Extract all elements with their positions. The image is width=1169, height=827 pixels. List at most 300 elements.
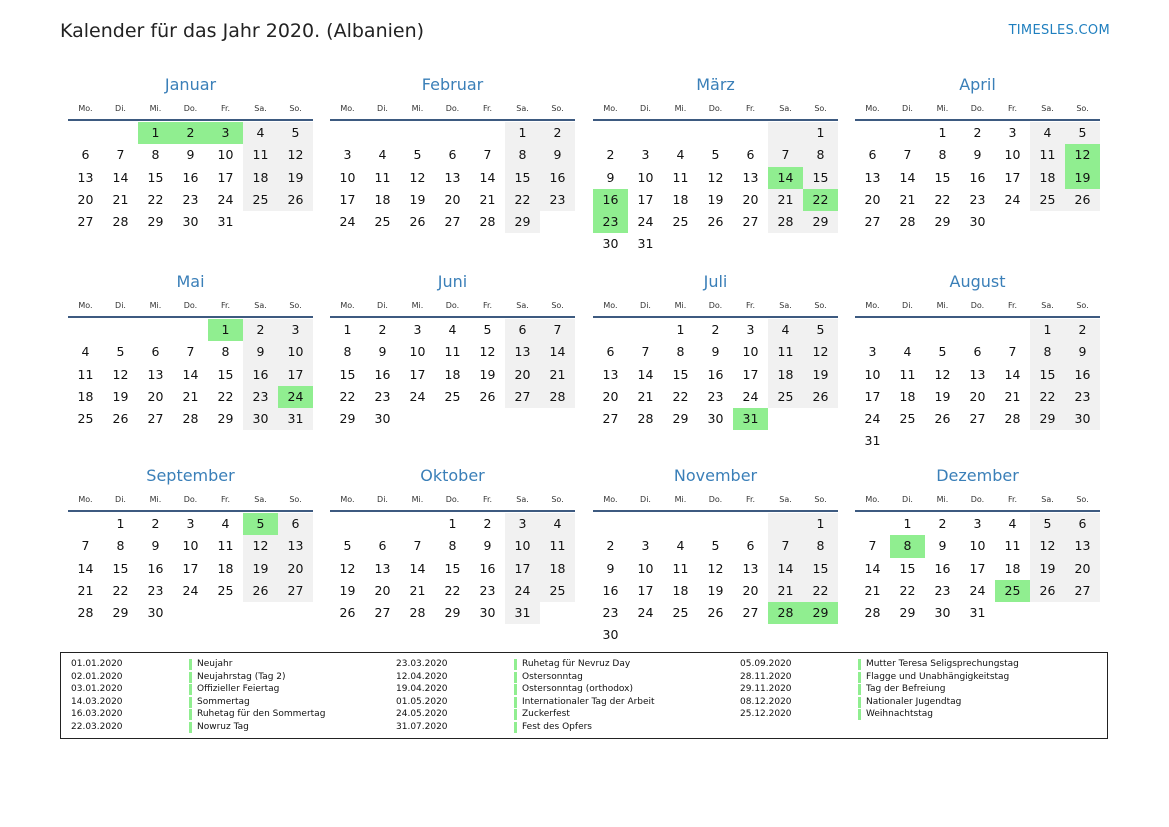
weekend-day-cell[interactable]: 13 — [1065, 535, 1100, 557]
day-cell[interactable]: 27 — [742, 605, 759, 621]
weekend-day-cell[interactable]: 6 — [1065, 513, 1100, 535]
day-cell[interactable]: 12 — [409, 169, 426, 185]
day-cell[interactable]: 20 — [602, 388, 619, 404]
day-cell[interactable]: 17 — [1004, 169, 1021, 185]
holiday-day-cell[interactable]: 3 — [208, 122, 243, 144]
weekend-day-cell[interactable]: 5 — [1065, 122, 1100, 144]
day-cell[interactable]: 20 — [969, 388, 986, 404]
day-cell[interactable]: 5 — [711, 538, 720, 554]
weekend-day-cell[interactable]: 28 — [768, 211, 803, 233]
weekend-day-cell[interactable]: 3 — [278, 319, 313, 341]
day-cell[interactable]: 28 — [899, 214, 916, 230]
weekend-day-cell[interactable]: 15 — [1030, 364, 1065, 386]
day-cell[interactable]: 2 — [938, 516, 947, 531]
day-cell[interactable]: 22 — [934, 191, 951, 207]
holiday-day-cell[interactable]: 1 — [138, 122, 173, 144]
day-cell[interactable]: 6 — [868, 147, 877, 163]
day-cell[interactable]: 19 — [339, 582, 356, 598]
day-cell[interactable]: 17 — [969, 560, 986, 576]
day-cell[interactable]: 2 — [711, 322, 720, 337]
day-cell[interactable]: 20 — [147, 388, 164, 404]
day-cell[interactable]: 15 — [217, 366, 234, 382]
day-cell[interactable]: 18 — [374, 191, 391, 207]
day-cell[interactable]: 16 — [969, 169, 986, 185]
weekend-day-cell[interactable]: 19 — [243, 558, 278, 580]
holiday-day-cell[interactable]: 25 — [995, 580, 1030, 602]
day-cell[interactable]: 7 — [641, 344, 650, 360]
weekend-day-cell[interactable]: 20 — [278, 558, 313, 580]
weekend-day-cell[interactable]: 29 — [1030, 408, 1065, 430]
day-cell[interactable]: 12 — [934, 366, 951, 382]
day-cell[interactable]: 18 — [672, 191, 689, 207]
day-cell[interactable]: 8 — [448, 538, 457, 554]
day-cell[interactable]: 7 — [1008, 344, 1017, 360]
day-cell[interactable]: 20 — [77, 191, 94, 207]
weekend-day-cell[interactable]: 7 — [540, 319, 575, 341]
day-cell[interactable]: 31 — [637, 236, 654, 252]
weekend-day-cell[interactable]: 9 — [243, 341, 278, 363]
day-cell[interactable]: 9 — [483, 538, 492, 554]
day-cell[interactable]: 14 — [637, 366, 654, 382]
day-cell[interactable]: 24 — [339, 214, 356, 230]
day-cell[interactable]: 28 — [479, 214, 496, 230]
day-cell[interactable]: 14 — [1004, 366, 1021, 382]
day-cell[interactable]: 25 — [374, 214, 391, 230]
day-cell[interactable]: 30 — [374, 411, 391, 427]
weekend-day-cell[interactable]: 4 — [768, 319, 803, 341]
day-cell[interactable]: 26 — [339, 605, 356, 621]
day-cell[interactable]: 16 — [934, 560, 951, 576]
day-cell[interactable]: 9 — [186, 147, 195, 163]
day-cell[interactable]: 24 — [969, 582, 986, 598]
day-cell[interactable]: 18 — [899, 388, 916, 404]
day-cell[interactable]: 30 — [147, 605, 164, 621]
day-cell[interactable]: 27 — [374, 605, 391, 621]
day-cell[interactable]: 25 — [444, 388, 461, 404]
day-cell[interactable]: 10 — [969, 538, 986, 554]
day-cell[interactable]: 26 — [409, 214, 426, 230]
weekend-day-cell[interactable]: 22 — [1030, 386, 1065, 408]
day-cell[interactable]: 15 — [147, 169, 164, 185]
weekend-day-cell[interactable]: 14 — [768, 558, 803, 580]
weekend-day-cell[interactable]: 19 — [1030, 558, 1065, 580]
day-cell[interactable]: 21 — [409, 582, 426, 598]
day-cell[interactable]: 16 — [182, 169, 199, 185]
day-cell[interactable]: 22 — [147, 191, 164, 207]
weekend-day-cell[interactable]: 24 — [505, 580, 540, 602]
weekend-day-cell[interactable]: 18 — [243, 167, 278, 189]
brand-logo-text[interactable]: TIMESLES.COM — [1008, 23, 1110, 38]
day-cell[interactable]: 15 — [899, 560, 916, 576]
day-cell[interactable]: 4 — [1008, 516, 1017, 531]
weekend-day-cell[interactable]: 8 — [803, 535, 838, 557]
day-cell[interactable]: 29 — [444, 605, 461, 621]
day-cell[interactable]: 2 — [606, 147, 615, 163]
day-cell[interactable]: 15 — [934, 169, 951, 185]
weekend-day-cell[interactable]: 12 — [278, 144, 313, 166]
weekend-day-cell[interactable]: 26 — [1065, 189, 1100, 211]
day-cell[interactable]: 15 — [672, 366, 689, 382]
weekend-day-cell[interactable]: 1 — [803, 513, 838, 535]
weekend-day-cell[interactable]: 28 — [540, 386, 575, 408]
day-cell[interactable]: 23 — [934, 582, 951, 598]
day-cell[interactable]: 21 — [112, 191, 129, 207]
day-cell[interactable]: 15 — [339, 366, 356, 382]
weekend-day-cell[interactable]: 1 — [803, 122, 838, 144]
day-cell[interactable]: 29 — [899, 605, 916, 621]
day-cell[interactable]: 23 — [969, 191, 986, 207]
day-cell[interactable]: 6 — [378, 538, 387, 554]
day-cell[interactable]: 8 — [938, 147, 947, 163]
day-cell[interactable]: 25 — [217, 582, 234, 598]
day-cell[interactable]: 3 — [746, 322, 755, 337]
day-cell[interactable]: 27 — [444, 214, 461, 230]
day-cell[interactable]: 20 — [742, 191, 759, 207]
day-cell[interactable]: 1 — [116, 516, 125, 531]
day-cell[interactable]: 7 — [116, 147, 125, 163]
day-cell[interactable]: 4 — [221, 516, 230, 531]
weekend-day-cell[interactable]: 5 — [803, 319, 838, 341]
day-cell[interactable]: 1 — [448, 516, 457, 531]
day-cell[interactable]: 5 — [938, 344, 947, 360]
day-cell[interactable]: 9 — [711, 344, 720, 360]
weekend-day-cell[interactable]: 13 — [278, 535, 313, 557]
day-cell[interactable]: 27 — [77, 214, 94, 230]
weekend-day-cell[interactable]: 27 — [278, 580, 313, 602]
day-cell[interactable]: 4 — [676, 538, 685, 554]
day-cell[interactable]: 13 — [864, 169, 881, 185]
day-cell[interactable]: 15 — [112, 560, 129, 576]
day-cell[interactable]: 14 — [864, 560, 881, 576]
holiday-day-cell[interactable]: 19 — [1065, 167, 1100, 189]
weekend-day-cell[interactable]: 19 — [278, 167, 313, 189]
day-cell[interactable]: 13 — [374, 560, 391, 576]
day-cell[interactable]: 25 — [672, 214, 689, 230]
weekend-day-cell[interactable]: 19 — [803, 364, 838, 386]
day-cell[interactable]: 11 — [374, 169, 391, 185]
day-cell[interactable]: 21 — [1004, 388, 1021, 404]
weekend-day-cell[interactable]: 5 — [278, 122, 313, 144]
day-cell[interactable]: 24 — [864, 411, 881, 427]
day-cell[interactable]: 5 — [711, 147, 720, 163]
day-cell[interactable]: 29 — [112, 605, 129, 621]
day-cell[interactable]: 27 — [742, 214, 759, 230]
day-cell[interactable]: 16 — [374, 366, 391, 382]
day-cell[interactable]: 23 — [147, 582, 164, 598]
day-cell[interactable]: 19 — [707, 582, 724, 598]
day-cell[interactable]: 19 — [112, 388, 129, 404]
day-cell[interactable]: 3 — [343, 147, 352, 163]
weekend-day-cell[interactable]: 2 — [1065, 319, 1100, 341]
weekend-day-cell[interactable]: 22 — [803, 580, 838, 602]
day-cell[interactable]: 17 — [637, 191, 654, 207]
weekend-day-cell[interactable]: 16 — [1065, 364, 1100, 386]
day-cell[interactable]: 3 — [641, 147, 650, 163]
day-cell[interactable]: 11 — [672, 169, 689, 185]
day-cell[interactable]: 10 — [1004, 147, 1021, 163]
day-cell[interactable]: 5 — [343, 538, 352, 554]
day-cell[interactable]: 2 — [483, 516, 492, 531]
day-cell[interactable]: 8 — [221, 344, 230, 360]
day-cell[interactable]: 28 — [112, 214, 129, 230]
weekend-day-cell[interactable]: 27 — [505, 386, 540, 408]
weekend-day-cell[interactable]: 23 — [1065, 386, 1100, 408]
day-cell[interactable]: 25 — [672, 605, 689, 621]
day-cell[interactable]: 30 — [479, 605, 496, 621]
day-cell[interactable]: 5 — [413, 147, 422, 163]
day-cell[interactable]: 22 — [899, 582, 916, 598]
day-cell[interactable]: 17 — [182, 560, 199, 576]
day-cell[interactable]: 14 — [182, 366, 199, 382]
day-cell[interactable]: 28 — [1004, 411, 1021, 427]
day-cell[interactable]: 16 — [147, 560, 164, 576]
day-cell[interactable]: 12 — [707, 169, 724, 185]
day-cell[interactable]: 17 — [339, 191, 356, 207]
weekend-day-cell[interactable]: 26 — [243, 580, 278, 602]
day-cell[interactable]: 13 — [742, 169, 759, 185]
day-cell[interactable]: 26 — [112, 411, 129, 427]
weekend-day-cell[interactable]: 10 — [278, 341, 313, 363]
day-cell[interactable]: 23 — [479, 582, 496, 598]
day-cell[interactable]: 6 — [81, 147, 90, 163]
day-cell[interactable]: 13 — [969, 366, 986, 382]
day-cell[interactable]: 10 — [409, 344, 426, 360]
day-cell[interactable]: 21 — [479, 191, 496, 207]
day-cell[interactable]: 11 — [899, 366, 916, 382]
day-cell[interactable]: 10 — [339, 169, 356, 185]
day-cell[interactable]: 7 — [81, 538, 90, 554]
day-cell[interactable]: 27 — [602, 411, 619, 427]
day-cell[interactable]: 26 — [707, 605, 724, 621]
day-cell[interactable]: 7 — [868, 538, 877, 554]
day-cell[interactable]: 30 — [969, 214, 986, 230]
day-cell[interactable]: 11 — [77, 366, 94, 382]
weekend-day-cell[interactable]: 7 — [768, 535, 803, 557]
weekend-day-cell[interactable]: 6 — [278, 513, 313, 535]
day-cell[interactable]: 30 — [602, 236, 619, 252]
day-cell[interactable]: 24 — [409, 388, 426, 404]
day-cell[interactable]: 11 — [1004, 538, 1021, 554]
day-cell[interactable]: 9 — [606, 169, 615, 185]
weekend-day-cell[interactable]: 25 — [1030, 189, 1065, 211]
weekend-day-cell[interactable]: 8 — [1030, 341, 1065, 363]
day-cell[interactable]: 6 — [973, 344, 982, 360]
day-cell[interactable]: 4 — [448, 322, 457, 337]
day-cell[interactable]: 7 — [903, 147, 912, 163]
day-cell[interactable]: 29 — [672, 411, 689, 427]
day-cell[interactable]: 19 — [409, 191, 426, 207]
day-cell[interactable]: 3 — [641, 538, 650, 554]
day-cell[interactable]: 11 — [444, 344, 461, 360]
day-cell[interactable]: 6 — [746, 147, 755, 163]
weekend-day-cell[interactable]: 20 — [505, 364, 540, 386]
day-cell[interactable]: 24 — [742, 388, 759, 404]
day-cell[interactable]: 9 — [151, 538, 160, 554]
day-cell[interactable]: 8 — [676, 344, 685, 360]
holiday-day-cell[interactable]: 8 — [890, 535, 925, 557]
day-cell[interactable]: 10 — [864, 366, 881, 382]
day-cell[interactable]: 1 — [903, 516, 912, 531]
day-cell[interactable]: 28 — [637, 411, 654, 427]
day-cell[interactable]: 21 — [182, 388, 199, 404]
weekend-day-cell[interactable]: 15 — [505, 167, 540, 189]
day-cell[interactable]: 26 — [707, 214, 724, 230]
holiday-day-cell[interactable]: 5 — [243, 513, 278, 535]
weekend-day-cell[interactable]: 7 — [768, 144, 803, 166]
holiday-day-cell[interactable]: 14 — [768, 167, 803, 189]
weekend-day-cell[interactable]: 11 — [540, 535, 575, 557]
weekend-day-cell[interactable]: 27 — [1065, 580, 1100, 602]
weekend-day-cell[interactable]: 23 — [540, 189, 575, 211]
weekend-day-cell[interactable]: 4 — [243, 122, 278, 144]
weekend-day-cell[interactable]: 25 — [768, 386, 803, 408]
day-cell[interactable]: 30 — [934, 605, 951, 621]
weekend-day-cell[interactable]: 18 — [540, 558, 575, 580]
day-cell[interactable]: 13 — [444, 169, 461, 185]
day-cell[interactable]: 24 — [637, 605, 654, 621]
day-cell[interactable]: 27 — [147, 411, 164, 427]
weekend-day-cell[interactable]: 11 — [1030, 144, 1065, 166]
day-cell[interactable]: 8 — [343, 344, 352, 360]
day-cell[interactable]: 31 — [969, 605, 986, 621]
day-cell[interactable]: 10 — [637, 169, 654, 185]
weekend-day-cell[interactable]: 6 — [505, 319, 540, 341]
day-cell[interactable]: 3 — [973, 516, 982, 531]
day-cell[interactable]: 5 — [116, 344, 125, 360]
day-cell[interactable]: 28 — [409, 605, 426, 621]
day-cell[interactable]: 25 — [899, 411, 916, 427]
day-cell[interactable]: 22 — [217, 388, 234, 404]
weekend-day-cell[interactable]: 16 — [540, 167, 575, 189]
day-cell[interactable]: 6 — [606, 344, 615, 360]
day-cell[interactable]: 1 — [938, 125, 947, 140]
day-cell[interactable]: 30 — [602, 627, 619, 643]
weekend-day-cell[interactable]: 18 — [1030, 167, 1065, 189]
day-cell[interactable]: 21 — [77, 582, 94, 598]
day-cell[interactable]: 29 — [147, 214, 164, 230]
day-cell[interactable]: 29 — [339, 411, 356, 427]
weekend-day-cell[interactable]: 14 — [540, 341, 575, 363]
holiday-day-cell[interactable]: 16 — [593, 189, 628, 211]
day-cell[interactable]: 22 — [672, 388, 689, 404]
day-cell[interactable]: 5 — [483, 322, 492, 337]
weekend-day-cell[interactable]: 17 — [505, 558, 540, 580]
day-cell[interactable]: 20 — [742, 582, 759, 598]
day-cell[interactable]: 27 — [969, 411, 986, 427]
day-cell[interactable]: 17 — [742, 366, 759, 382]
day-cell[interactable]: 26 — [479, 388, 496, 404]
weekend-day-cell[interactable]: 2 — [243, 319, 278, 341]
weekend-day-cell[interactable]: 12 — [803, 341, 838, 363]
weekend-day-cell[interactable]: 11 — [768, 341, 803, 363]
weekend-day-cell[interactable]: 12 — [243, 535, 278, 557]
day-cell[interactable]: 13 — [77, 169, 94, 185]
day-cell[interactable]: 23 — [182, 191, 199, 207]
day-cell[interactable]: 15 — [444, 560, 461, 576]
day-cell[interactable]: 6 — [746, 538, 755, 554]
weekend-day-cell[interactable]: 12 — [1030, 535, 1065, 557]
day-cell[interactable]: 30 — [182, 214, 199, 230]
day-cell[interactable]: 11 — [217, 538, 234, 554]
weekend-day-cell[interactable]: 21 — [540, 364, 575, 386]
weekend-day-cell[interactable]: 15 — [803, 167, 838, 189]
day-cell[interactable]: 17 — [637, 582, 654, 598]
day-cell[interactable]: 12 — [339, 560, 356, 576]
day-cell[interactable]: 18 — [77, 388, 94, 404]
day-cell[interactable]: 2 — [973, 125, 982, 140]
day-cell[interactable]: 8 — [116, 538, 125, 554]
day-cell[interactable]: 25 — [77, 411, 94, 427]
day-cell[interactable]: 9 — [938, 538, 947, 554]
day-cell[interactable]: 20 — [864, 191, 881, 207]
day-cell[interactable]: 21 — [899, 191, 916, 207]
holiday-day-cell[interactable]: 22 — [803, 189, 838, 211]
day-cell[interactable]: 12 — [112, 366, 129, 382]
day-cell[interactable]: 28 — [77, 605, 94, 621]
weekend-day-cell[interactable]: 8 — [505, 144, 540, 166]
day-cell[interactable]: 21 — [864, 582, 881, 598]
day-cell[interactable]: 2 — [378, 322, 387, 337]
day-cell[interactable]: 28 — [864, 605, 881, 621]
day-cell[interactable]: 10 — [182, 538, 199, 554]
day-cell[interactable]: 14 — [112, 169, 129, 185]
day-cell[interactable]: 18 — [1004, 560, 1021, 576]
holiday-day-cell[interactable]: 28 — [768, 602, 803, 624]
day-cell[interactable]: 23 — [602, 605, 619, 621]
weekend-day-cell[interactable]: 17 — [278, 364, 313, 386]
day-cell[interactable]: 1 — [676, 322, 685, 337]
day-cell[interactable]: 18 — [672, 582, 689, 598]
weekend-day-cell[interactable]: 22 — [505, 189, 540, 211]
day-cell[interactable]: 3 — [186, 516, 195, 531]
weekend-day-cell[interactable]: 31 — [505, 602, 540, 624]
day-cell[interactable]: 7 — [186, 344, 195, 360]
day-cell[interactable]: 30 — [707, 411, 724, 427]
day-cell[interactable]: 1 — [343, 322, 352, 337]
day-cell[interactable]: 12 — [479, 344, 496, 360]
weekend-day-cell[interactable]: 26 — [803, 386, 838, 408]
day-cell[interactable]: 7 — [413, 538, 422, 554]
holiday-day-cell[interactable]: 1 — [208, 319, 243, 341]
day-cell[interactable]: 4 — [81, 344, 90, 360]
day-cell[interactable]: 7 — [483, 147, 492, 163]
day-cell[interactable]: 26 — [934, 411, 951, 427]
weekend-day-cell[interactable]: 20 — [1065, 558, 1100, 580]
weekend-day-cell[interactable]: 29 — [803, 211, 838, 233]
weekend-day-cell[interactable]: 8 — [803, 144, 838, 166]
day-cell[interactable]: 9 — [606, 560, 615, 576]
day-cell[interactable]: 23 — [374, 388, 391, 404]
weekend-day-cell[interactable]: 26 — [278, 189, 313, 211]
weekend-day-cell[interactable]: 21 — [768, 189, 803, 211]
weekend-day-cell[interactable]: 18 — [768, 364, 803, 386]
day-cell[interactable]: 4 — [378, 147, 387, 163]
day-cell[interactable]: 4 — [903, 344, 912, 360]
day-cell[interactable]: 16 — [602, 582, 619, 598]
holiday-day-cell[interactable]: 29 — [803, 602, 838, 624]
weekend-day-cell[interactable]: 29 — [505, 211, 540, 233]
day-cell[interactable]: 29 — [934, 214, 951, 230]
day-cell[interactable]: 24 — [182, 582, 199, 598]
day-cell[interactable]: 18 — [217, 560, 234, 576]
weekend-day-cell[interactable]: 25 — [243, 189, 278, 211]
weekend-day-cell[interactable]: 13 — [505, 341, 540, 363]
day-cell[interactable]: 22 — [444, 582, 461, 598]
day-cell[interactable]: 29 — [217, 411, 234, 427]
holiday-day-cell[interactable]: 12 — [1065, 144, 1100, 166]
weekend-day-cell[interactable]: 1 — [1030, 319, 1065, 341]
day-cell[interactable]: 2 — [606, 538, 615, 554]
